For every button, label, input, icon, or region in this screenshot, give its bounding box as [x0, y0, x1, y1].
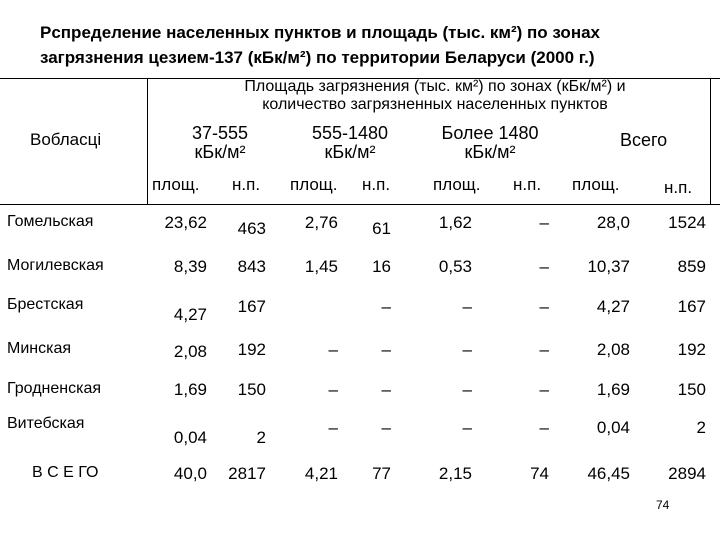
table-cell: 0,04 [596, 418, 630, 437]
table-cell: 2,15 [438, 464, 472, 483]
zone-3-range: Более 1480 [441, 123, 539, 143]
region-name: Минская [7, 340, 72, 357]
zone-1-range: 37-555 [191, 123, 249, 143]
region-column-header: Вобласці [30, 130, 102, 149]
zone-1-unit: кБк/м² [194, 142, 246, 162]
table-cell: 2817 [228, 464, 266, 483]
table-cell: – [328, 380, 338, 399]
table-cell: 150 [237, 380, 266, 399]
table-cell: 167 [677, 297, 706, 316]
table-cell: 1,69 [596, 380, 630, 399]
table-cell: 1,45 [304, 257, 338, 276]
zone-2-unit: кБк/м² [324, 142, 376, 162]
table-cell: – [328, 418, 338, 437]
table-cell: 2,08 [596, 340, 630, 359]
sub-header-area-3: площ. [433, 175, 481, 194]
title-line-2: загрязнения цезием-137 (кБк/м²) по территории Беларуси (2000 г.) [40, 48, 595, 67]
table-cell: – [462, 380, 472, 399]
table-cell: – [539, 257, 549, 276]
table-cell: 8,39 [173, 257, 207, 276]
table-cell: 150 [677, 380, 706, 399]
table-cell: – [381, 340, 391, 359]
table-cell: 463 [237, 219, 266, 238]
region-column-rule [147, 78, 148, 204]
zones-super-header [160, 78, 710, 114]
table-cell: 843 [237, 257, 266, 276]
table-cell: 1,62 [438, 213, 472, 232]
table-cell: – [462, 340, 472, 359]
region-name: Могилевская [7, 257, 104, 274]
super-header-line-1: Площадь загрязнения (тыс. км²) по зонах (кБк/м²) и [244, 78, 626, 95]
region-name: В С Е ГО [32, 464, 99, 481]
table-cell: – [462, 418, 472, 437]
table-cell: 10,37 [587, 257, 630, 276]
table-cell: 4,21 [304, 464, 338, 483]
region-name: Гомельская [7, 213, 94, 230]
zone-2-range: 555-1480 [311, 123, 389, 143]
table-cell: 4,27 [596, 297, 630, 316]
table-cell: 0,04 [173, 428, 207, 447]
table-cell: 2894 [668, 464, 706, 483]
table-cell: 2,08 [173, 342, 207, 361]
table-cell: – [381, 380, 391, 399]
sub-header-area-1: площ. [152, 175, 200, 194]
header-bottom-rule [0, 204, 720, 205]
title-line-1: Рспределение населенных пунктов и площадь (тыс. км²) по зонах [40, 23, 600, 42]
table-cell: – [539, 213, 549, 232]
table-cell: – [539, 380, 549, 399]
table-cell: 23,62 [164, 213, 207, 232]
sub-header-count-1: н.п. [232, 175, 261, 194]
sub-header-count-3: н.п. [513, 175, 542, 194]
zone-header-555-1480 [290, 124, 410, 162]
zone-header-over-1480 [420, 124, 560, 162]
table-cell: 40,0 [173, 464, 207, 483]
table-cell: – [381, 297, 391, 316]
table-cell: – [539, 340, 549, 359]
page-number: 74 [656, 498, 670, 512]
super-header-line-2: количество загрязненных населенных пунктов [262, 96, 608, 113]
table-cell: – [539, 418, 549, 437]
table-cell: – [328, 340, 338, 359]
table-cell: 28,0 [596, 213, 630, 232]
table-cell: 16 [372, 257, 391, 276]
table-cell: 4,27 [173, 305, 207, 324]
table-cell: 61 [372, 219, 391, 238]
document-title [40, 20, 710, 70]
table-cell: 74 [530, 464, 549, 483]
table-cell: 46,45 [587, 464, 630, 483]
table-cell: – [381, 418, 391, 437]
table-cell: 77 [372, 464, 391, 483]
table-cell: 0,53 [438, 257, 472, 276]
table-cell: 2 [256, 428, 266, 447]
region-name: Витебская [7, 415, 85, 432]
table-cell: – [462, 297, 472, 316]
zone-header-total: Всего [620, 130, 668, 150]
table-cell: 192 [237, 340, 266, 359]
table-cell: 1524 [668, 213, 706, 232]
sub-header-area-total: площ. [572, 175, 620, 194]
table-cell: 167 [237, 297, 266, 316]
region-name: Гродненская [7, 380, 102, 397]
table-cell: 2,76 [304, 213, 338, 232]
sub-header-count-2: н.п. [362, 175, 391, 194]
table-right-rule [710, 78, 711, 204]
table-cell: 192 [677, 340, 706, 359]
region-name: Брестская [7, 296, 84, 313]
sub-header-area-2: площ. [290, 175, 338, 194]
zone-3-unit: кБк/м² [464, 142, 516, 162]
sub-header-count-total: н.п. [664, 178, 693, 197]
table-cell: 2 [696, 418, 706, 437]
zone-header-37-555 [160, 124, 280, 162]
table-cell: – [539, 297, 549, 316]
table-cell: 859 [677, 257, 706, 276]
table-cell: 1,69 [173, 380, 207, 399]
